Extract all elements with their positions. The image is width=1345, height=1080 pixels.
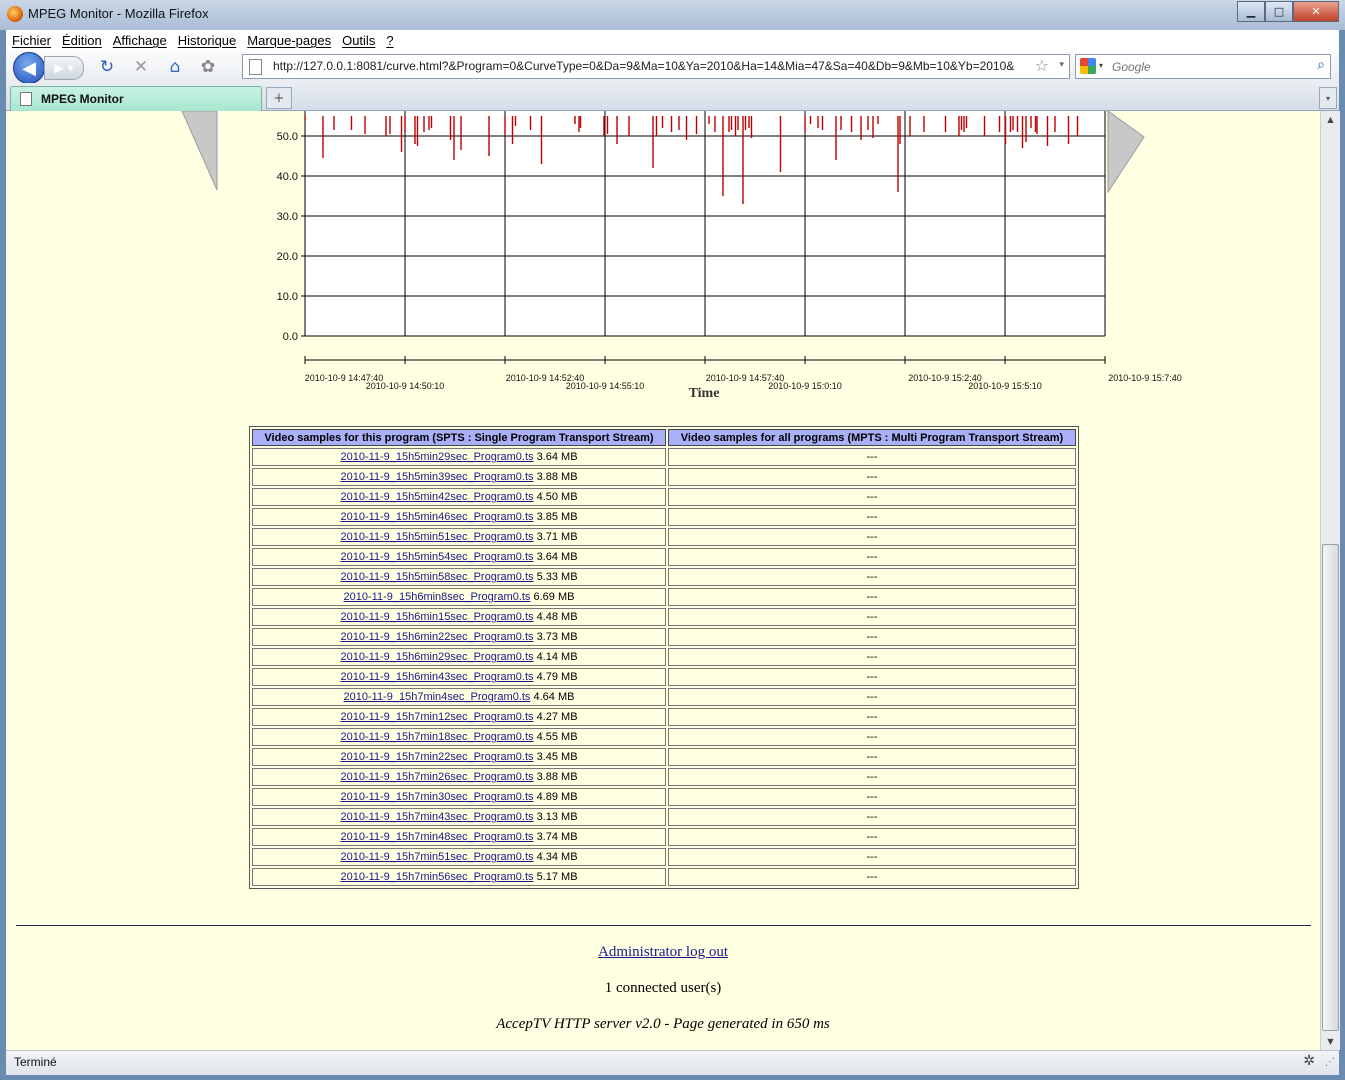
y-tick-label: 20.0 — [276, 251, 298, 263]
spts-cell — [252, 648, 666, 666]
spts-cell — [252, 588, 666, 606]
table-row — [252, 688, 1076, 706]
x-axis-label: Time — [688, 386, 720, 401]
menu-outils[interactable]: Outils — [342, 33, 376, 48]
table-row — [252, 528, 1076, 546]
url-text[interactable]: http://127.0.0.1:8081/curve.html?&Program=0&CurveType=0&Da=9&Ma=10&Ya=2010&Ha=14&Mia=47&Sa=40&Db=9&Mb=10&Yb=2010& — [273, 59, 1015, 73]
table-row — [252, 488, 1076, 506]
back-arrow-icon: ◀ — [22, 57, 36, 79]
spts-cell — [252, 848, 666, 866]
x-tick-label: 2010-10-9 15:0:10 — [768, 381, 842, 391]
mpts-cell: --- — [668, 588, 1076, 606]
table-row — [252, 648, 1076, 666]
menu-fichier[interactable]: Fichier — [12, 33, 52, 48]
sample-size: 4.79 MB — [536, 671, 578, 683]
mpts-cell: --- — [668, 508, 1076, 526]
spts-cell — [252, 528, 666, 546]
scroll-thumb[interactable] — [1322, 544, 1339, 1031]
resize-grip-icon[interactable]: ⋰ — [1325, 1057, 1335, 1068]
table-row — [252, 828, 1076, 846]
sample-file-link[interactable]: 2010-11-9_15h5min42sec_Program0.ts — [340, 491, 534, 503]
sample-file-link[interactable]: 2010-11-9_15h5min39sec_Program0.ts — [340, 471, 534, 483]
spts-cell — [252, 788, 666, 806]
close-icon[interactable]: ✕ — [1293, 1, 1339, 22]
sample-file-link[interactable]: 2010-11-9_15h6min43sec_Program0.ts — [340, 671, 534, 683]
sample-size: 4.27 MB — [536, 711, 578, 723]
table-row — [252, 588, 1076, 606]
next-arrow[interactable] — [1108, 111, 1144, 192]
search-box[interactable] — [1075, 54, 1331, 79]
mpts-cell: --- — [668, 728, 1076, 746]
google-icon[interactable] — [1080, 58, 1096, 74]
table-row — [252, 608, 1076, 626]
window-titlebar — [0, 0, 1345, 30]
menu-marque-pages[interactable]: Marque-pages — [247, 33, 332, 48]
spts-cell — [252, 448, 666, 466]
url-dropdown-icon[interactable]: ▾ — [1059, 60, 1064, 70]
sample-size: 4.34 MB — [536, 851, 578, 863]
sample-size: 4.64 MB — [533, 691, 575, 703]
scroll-down-icon[interactable]: ▼ — [1327, 1037, 1334, 1046]
sample-file-link[interactable]: 2010-11-9_15h7min22sec_Program0.ts — [340, 751, 534, 763]
x-tick-label: 2010-10-9 14:57:40 — [705, 373, 785, 383]
table-row — [252, 748, 1076, 766]
table-row — [252, 768, 1076, 786]
table-row — [252, 868, 1076, 886]
sample-size: 3.64 MB — [536, 451, 578, 463]
mpts-cell: --- — [668, 668, 1076, 686]
new-tab-button[interactable]: + — [266, 87, 292, 109]
x-tick-label: 2010-10-9 15:2:40 — [908, 373, 982, 383]
sample-size: 3.88 MB — [536, 471, 578, 483]
mpts-cell: --- — [668, 488, 1076, 506]
sample-file-link[interactable]: 2010-11-9_15h5min58sec_Program0.ts — [340, 571, 534, 583]
status-bar — [6, 1050, 1339, 1075]
table-row — [252, 508, 1076, 526]
table-row — [252, 808, 1076, 826]
sample-size: 4.55 MB — [536, 731, 578, 743]
sample-size: 4.48 MB — [536, 611, 578, 623]
mpts-cell: --- — [668, 748, 1076, 766]
spts-cell — [252, 468, 666, 486]
x-tick-label: 2010-10-9 14:52:40 — [505, 373, 585, 383]
sample-file-link[interactable]: 2010-11-9_15h7min12sec_Program0.ts — [340, 711, 534, 723]
spts-cell — [252, 728, 666, 746]
vertical-scrollbar[interactable] — [1320, 111, 1340, 1050]
forward-button[interactable] — [44, 56, 84, 80]
table-row — [252, 628, 1076, 646]
sample-file-link[interactable]: 2010-11-9_15h5min51sec_Program0.ts — [340, 531, 534, 543]
mpts-cell: --- — [668, 468, 1076, 486]
table-row — [252, 448, 1076, 466]
sample-size: 3.45 MB — [536, 751, 578, 763]
mpts-cell: --- — [668, 708, 1076, 726]
search-engine-dropdown-icon[interactable]: ▾ — [1099, 61, 1104, 70]
table-row — [252, 728, 1076, 746]
mpts-cell: --- — [668, 848, 1076, 866]
sample-size: 3.13 MB — [536, 811, 578, 823]
reload-icon[interactable]: ↻ — [99, 57, 115, 77]
samples-table — [249, 426, 1079, 889]
sample-file-link[interactable]: 2010-11-9_15h7min43sec_Program0.ts — [340, 811, 534, 823]
sample-file-link[interactable]: 2010-11-9_15h7min4sec_Program0.ts — [343, 691, 531, 703]
sample-size: 3.73 MB — [536, 631, 578, 643]
spts-cell — [252, 868, 666, 886]
mpts-cell: --- — [668, 568, 1076, 586]
spts-cell — [252, 488, 666, 506]
mpts-cell: --- — [668, 788, 1076, 806]
spts-cell — [252, 548, 666, 566]
forward-arrow-icon: ▶ ▾ — [54, 61, 74, 75]
x-tick-label: 2010-10-9 14:47:40 — [304, 373, 384, 383]
sample-size: 4.50 MB — [536, 491, 578, 503]
maximize-icon[interactable]: □ — [1265, 1, 1293, 22]
sample-file-link[interactable]: 2010-11-9_15h6min15sec_Program0.ts — [340, 611, 534, 623]
x-tick-label: 2010-10-9 15:7:40 — [1108, 373, 1182, 383]
y-tick-label: 0.0 — [282, 331, 298, 343]
y-tick-label: 40.0 — [276, 171, 298, 183]
search-input[interactable] — [1110, 57, 1304, 76]
sample-file-link[interactable]: 2010-11-9_15h7min48sec_Program0.ts — [340, 831, 534, 843]
sample-file-link[interactable]: 2010-11-9_15h7min51sec_Program0.ts — [340, 851, 534, 863]
mpts-cell: --- — [668, 828, 1076, 846]
table-row — [252, 568, 1076, 586]
y-tick-label: 30.0 — [276, 211, 298, 223]
sample-file-link[interactable]: 2010-11-9_15h6min8sec_Program0.ts — [343, 591, 531, 603]
search-icon[interactable]: ⌕ — [1317, 57, 1325, 73]
sample-size: 6.69 MB — [533, 591, 575, 603]
back-button[interactable] — [13, 52, 45, 84]
table-row — [252, 668, 1076, 686]
sample-size: 4.89 MB — [536, 791, 578, 803]
table-header-row — [252, 429, 1076, 446]
previous-arrow[interactable] — [182, 111, 217, 190]
sample-file-link[interactable]: 2010-11-9_15h7min56sec_Program0.ts — [340, 871, 534, 883]
mpts-cell: --- — [668, 808, 1076, 826]
scroll-up-icon[interactable]: ▲ — [1327, 115, 1334, 124]
window-controls — [1237, 1, 1339, 22]
tab-mpeg-monitor[interactable] — [10, 86, 262, 111]
logout-line — [6, 944, 1320, 961]
x-axis — [305, 356, 1182, 391]
table-row — [252, 548, 1076, 566]
spts-cell — [252, 828, 666, 846]
sample-file-link[interactable]: 2010-11-9_15h7min26sec_Program0.ts — [340, 771, 534, 783]
y-axis — [277, 131, 305, 343]
page-content — [6, 111, 1320, 1050]
menu-bar — [6, 30, 1339, 51]
spts-cell — [252, 808, 666, 826]
spts-cell — [252, 508, 666, 526]
table-row — [252, 468, 1076, 486]
firefox-icon — [7, 6, 23, 22]
addon-icon[interactable]: ✿ — [200, 57, 216, 77]
firebug-icon[interactable]: ✲ — [1303, 1053, 1315, 1069]
home-icon[interactable]: ⌂ — [169, 57, 181, 77]
sample-size: 3.85 MB — [536, 511, 578, 523]
tab-page-icon — [20, 92, 32, 106]
mpts-cell: --- — [668, 768, 1076, 786]
tab-label: MPEG Monitor — [41, 92, 124, 106]
sample-size: 3.88 MB — [536, 771, 578, 783]
sample-size: 3.71 MB — [536, 531, 578, 543]
server-info: AccepTV HTTP server v2.0 - Page generated in 650 ms — [496, 1016, 830, 1032]
sample-file-link[interactable]: 2010-11-9_15h6min22sec_Program0.ts — [340, 631, 534, 643]
mpts-cell: --- — [668, 628, 1076, 646]
menu-edition[interactable]: Édition — [62, 33, 102, 48]
x-tick-label: 2010-10-9 14:55:10 — [565, 381, 645, 391]
spts-cell — [252, 768, 666, 786]
minimize-icon[interactable]: ▁ — [1237, 1, 1265, 22]
navigation-toolbar — [6, 51, 1339, 83]
sample-size: 3.74 MB — [536, 831, 578, 843]
window-title: MPEG Monitor - Mozilla Firefox — [28, 6, 209, 21]
stop-icon[interactable]: ✕ — [133, 57, 149, 77]
y-tick-label: 10.0 — [276, 291, 298, 303]
menu-affichage[interactable]: Affichage — [112, 33, 167, 48]
mpts-header: Video samples for all programs (MPTS : Multi Program Transport Stream) — [668, 429, 1076, 446]
page-icon — [249, 59, 262, 75]
mpts-cell: --- — [668, 648, 1076, 666]
sample-size: 3.64 MB — [536, 551, 578, 563]
tab-list-icon[interactable]: ▾ — [1319, 87, 1337, 109]
x-tick-label: 2010-10-9 14:50:10 — [365, 381, 445, 391]
sample-file-link[interactable]: 2010-11-9_15h5min46sec_Program0.ts — [340, 511, 534, 523]
mpts-cell: --- — [668, 688, 1076, 706]
sample-file-link[interactable]: 2010-11-9_15h5min54sec_Program0.ts — [340, 551, 534, 563]
spts-cell — [252, 608, 666, 626]
spts-cell — [252, 668, 666, 686]
sample-size: 5.17 MB — [536, 871, 578, 883]
sample-file-link[interactable]: 2010-11-9_15h5min29sec_Program0.ts — [340, 451, 534, 463]
table-row — [252, 788, 1076, 806]
sample-file-link[interactable]: 2010-11-9_15h7min30sec_Program0.ts — [340, 791, 534, 803]
address-bar[interactable] — [242, 54, 1070, 79]
status-text: Terminé — [14, 1055, 57, 1069]
table-row — [252, 848, 1076, 866]
mpts-cell: --- — [668, 448, 1076, 466]
x-tick-label: 2010-10-9 15:5:10 — [968, 381, 1042, 391]
spts-cell — [252, 748, 666, 766]
mpts-cell: --- — [668, 528, 1076, 546]
y-tick-label: 50.0 — [276, 131, 298, 143]
spts-cell — [252, 708, 666, 726]
footer-divider — [16, 925, 1311, 926]
tab-bar — [6, 83, 1339, 111]
spts-cell — [252, 568, 666, 586]
mpts-cell: --- — [668, 868, 1076, 886]
admin-logout-link[interactable]: Administrator log out — [598, 944, 728, 960]
connected-users: 1 connected user(s) — [604, 980, 722, 996]
spts-header: Video samples for this program (SPTS : Single Program Transport Stream) — [252, 429, 666, 446]
mpts-cell: --- — [668, 608, 1076, 626]
sample-size: 4.14 MB — [536, 651, 578, 663]
menu-help[interactable]: ? — [386, 33, 394, 48]
mpts-cell: --- — [668, 548, 1076, 566]
spts-cell — [252, 688, 666, 706]
menu-historique[interactable]: Historique — [177, 33, 237, 48]
spts-cell — [252, 628, 666, 646]
sample-file-link[interactable]: 2010-11-9_15h7min18sec_Program0.ts — [340, 731, 534, 743]
sample-file-link[interactable]: 2010-11-9_15h6min29sec_Program0.ts — [340, 651, 534, 663]
sample-size: 5.33 MB — [536, 571, 578, 583]
curve-chart — [6, 111, 1320, 411]
table-row — [252, 708, 1076, 726]
bookmark-star-icon[interactable]: ☆ — [1034, 56, 1049, 75]
